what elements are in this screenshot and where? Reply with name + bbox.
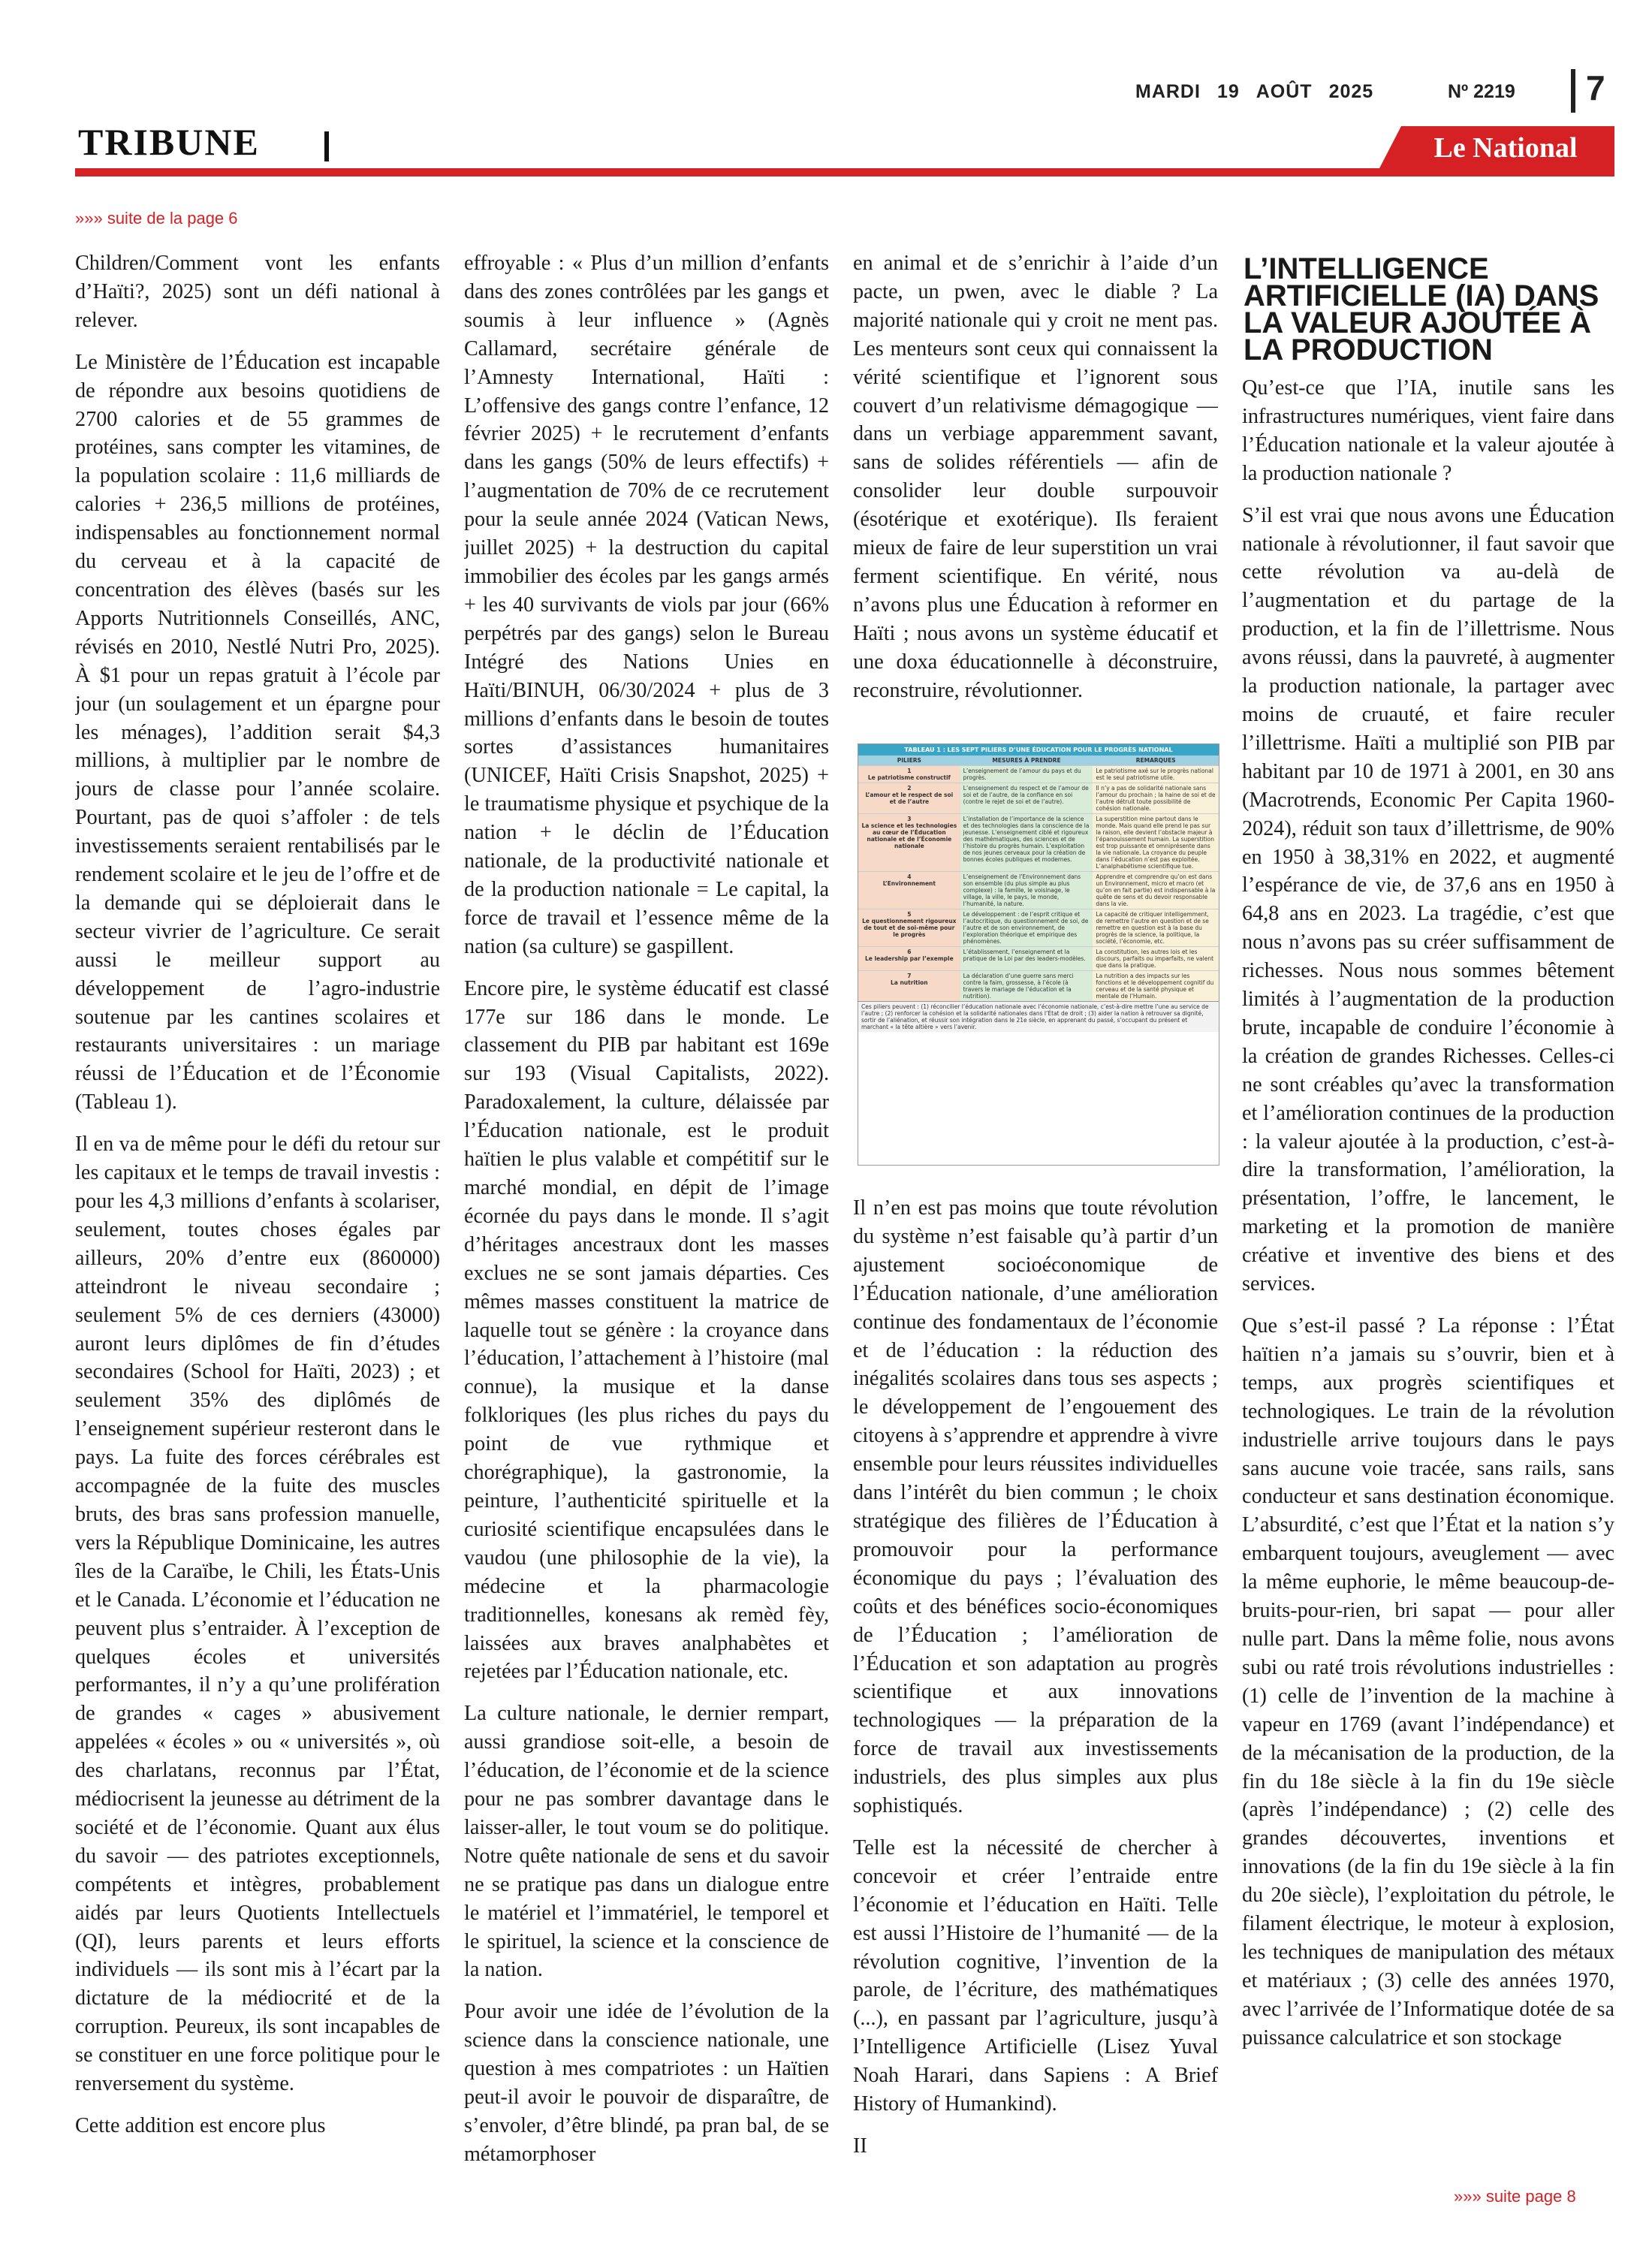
issue-number: Nº 2219 <box>1448 81 1515 102</box>
table-row <box>858 946 1219 970</box>
paragraph: Qu’est-ce que l’IA, inutile sans les infrastructures numériques, vient faire dans l’Éducation nationale et la valeur ajoutée à la production nationale ? <box>1242 376 1614 485</box>
table-cell-measure: L’installation de l’importance de la science et des technologies dans la conscience de la jeunesse. L’enseignement ciblé et rigoureux des mathématiques, des sciences et de l’histoire du progrès humain. L’exploitation de nos jeunes cerveaux pour la création de bonnes écoles publiques et modernes. <box>960 814 1093 871</box>
paragraph: effroyable : « Plus d’un million d’enfants dans des zones contrôlées par les gangs et soumis à leur influence » (Agnès Callamard, secrétaire générale de l’Amnesty International, Haïti : L’offensive des gangs contre l’enfance, 12 février 2025) + le recrutement d’enfants dans les gangs (50% de leurs effectifs) + l’augmentation de 70% de ce recrutement pour la seule année 2024 (Vatican News, juillet 2025) + la destruction du capital immobilier des écoles par les gangs armés + les 40 survivants de viols par jour (66% perpétrés par des gangs) selon le Bureau Intégré des Nations Unies en Haïti/BINUH, 06/30/2024 + plus de 3 millions d’enfants dans le besoin de toutes sortes d’assistances humanitaires (UNICEF, Haïti Crisis Snapshot, 2025) + le traumatisme physique et psychique de la nation + le déclin de l’Éducation nationale, de la productivité nationale et de la production nationale = Le capital, la force de travail et l’essence même de la nation (sa culture) se gaspillent. <box>464 252 829 958</box>
issue-date-num: 19 <box>1216 81 1240 102</box>
pillar-number: 4 <box>907 873 912 880</box>
paragraph: Telle est la nécessité de chercher à concevoir et créer l’entraide entre l’économie et l’éducation en Haïti. Telle est aussi l’Histoire de l’humanité — de la révolution cognitive, l’invention de la parole, de l’écriture, des mathématiques (...), en passant par l’agriculture, jusqu’à l’Intelligence Artificielle (Lisez Yuval Noah Harari, dans Sapiens : A Brief History of Humankind). <box>853 1835 1218 2116</box>
paragraph: Il en va de même pour le défi du retour sur les capitaux et le temps de travail investis : pour les 4,3 millions d’enfants à scolariser, seulement, toutes choses égales par ailleurs, 20% d’entre eux (860000) atteindront le niveau secondaire ; seulement 5% de ces derniers (43000) auront leurs diplômes de fin d’études secondaires (School for Haïti, 2023) ; et seulement 35% des diplômés de l’enseignement supérieur resteront dans le pays. La fuite des forces cérébrales est accompagnée de la fuite des muscles bruts, des bras sans profession manuelle, vers la République Dominicaine, les autres îles de la Caraïbe, le Chili, les États-Unis et le Canada. L’économie et l’éducation ne peuvent plus s’entraider. À l’exception de quelques écoles et universités performantes, il n’y a qu’une prolifération de grandes « cages » abusivement appelées « écoles » ou « universités », où des charlatans, reconnus par l’État, médiocrisent la jeunesse au détriment de la société et de l’économie. Quant aux élus du savoir — des patriotes exceptionnels, compétents et intègres, probablement aidés par leurs Quotients Intellectuels (QI), leurs parents et leurs efforts individuels — ils sont mis à l’écart par la dictature de la médiocrité et de la corruption. Peureux, ils sont incapables de se constituer en une force politique pour le renversement du système. <box>75 1133 440 2096</box>
paragraph: en animal et de s’enrichir à l’aide d’un pacte, un pwen, avec le diable ? La majorité nationale qui y croit ne ment pas. Les menteurs sont ceux qui connaissent la vérité scientifique et l’ignorent sous couvert d’un relativisme démagogique — dans un verbiage apparemment savant, sans de solides référentiels — afin de consolider leur double surpouvoir (ésotérique et exotérique). Ils feraient mieux de faire de leur superstition un vrai ferment scientifique. En vérité, nous n’avons plus une Éducation à reformer en Haïti ; nous avons un système éducatif et une doxa éducationnelle à déconstruire, reconstruire, révolutionner. <box>853 252 1218 702</box>
header-rule <box>75 168 1614 176</box>
table-row <box>858 871 1219 909</box>
table-cell-remark: La capacité de critiquer intelligemment, de remettre l’autre en question et de se remettre en question est à la base du progrès de la science, la politique, la société, l’économie, etc. <box>1093 909 1219 946</box>
paragraph: II <box>853 2134 867 2158</box>
pillar-name: L’amour et le respect de soi et de l’autre <box>865 792 954 805</box>
table-cell-pillar <box>858 971 960 1001</box>
paragraph: Cette addition est encore plus <box>75 2114 326 2137</box>
table-cell-remark: Il n’y a pas de solidarité nationale sans l’amour du prochain ; la haine de soi et de l’autre détruit toute possibilité de cohésion nationale. <box>1093 783 1219 813</box>
table-header <box>858 756 1219 765</box>
pillar-name: Le leadership par l’exemple <box>864 955 954 962</box>
brand-logo: Le National <box>1433 132 1578 164</box>
table-cell-measure: L’établissement, l’enseignement et la pratique de la Loi par des leaders-modèles. <box>960 947 1093 970</box>
paragraph: Children/Comment vont les enfants d’Haïti?, 2025) sont un défi national à relever. <box>75 252 440 332</box>
pillar-number: 6 <box>907 949 912 955</box>
pillar-number: 3 <box>907 816 912 822</box>
page-number-divider <box>1571 69 1575 113</box>
pillar-name: La nutrition <box>891 979 928 986</box>
table-cell-measure: L’enseignement du respect et de l’amour de soi et de l’autre, de la confiance en soi (contre le rejet de soi et de l’autre). <box>960 783 1093 813</box>
table-cell-remark: La nutrition a des impacts sur les fonctions et le développement cognitif du cerveau et de la santé physique et mentale de l’Humain. <box>1093 971 1219 1001</box>
table-cell-pillar <box>858 766 960 783</box>
table-cell-remark: Apprendre et comprendre qu’on est dans un Environnement, micro et macro (et qu’on en fait partie) est indispensable à la quête de sens et du devoir responsable dans la vie. <box>1093 872 1219 909</box>
article-column-1 <box>75 249 440 2194</box>
issue-date <box>1135 81 1390 103</box>
table-cell-measure: L’enseignement de l’Environnement dans son ensemble (du plus simple au plus complexe) : la famille, le voisinage, le village, la ville, le pays, le monde, l’humanité, la nature. <box>960 872 1093 909</box>
table-header-cell: REMARQUES <box>1135 757 1176 764</box>
pillar-number: 2 <box>907 785 912 792</box>
table-1 <box>858 743 1219 1166</box>
table-caption: TABLEAU 1 : LES SEPT PILIERS D’UNE ÉDUCATION POUR LE PROGRÈS NATIONAL <box>858 744 1219 756</box>
paragraph: La culture nationale, le dernier rempart, aussi grandiose soit-elle, a besoin de l’éducation, de l’économie et de la science pour ne pas sombrer davantage dans le laisser-aller, le tout voum se do politique. Notre quête nationale de sens et du savoir ne se pratique pas dans un dialogue entre le matériel et l’immatériel, le temporel et le spirituel, la science et la conscience de la nation. <box>464 1702 829 1982</box>
continued-from-link[interactable]: »»» suite de la page 6 <box>75 209 238 228</box>
pillar-number: 5 <box>907 911 912 918</box>
issue-day: MARDI <box>1135 81 1201 102</box>
paragraph: Pour avoir une idée de l’évolution de la science dans la conscience nationale, une question à mes compatriotes : un Haïtien peut-il avoir le pouvoir de disparaître, de s’envoler, d’être blindé, pa pran bal, de se métamorphoser <box>464 2000 829 2166</box>
table-row <box>858 813 1219 871</box>
paragraph: Que s’est-il passé ? La réponse : l’État haïtien n’a jamais su s’ouvrir, bien et à temps, aux progrès scientifiques et technologiques. Le train de la révolution industrielle arrive toujours dans le pays sans aucune voie tracée, sans rails, sans conducteur et sans destination économique. L’absurdité, c’est que l’État et la nation s’y embarquent toujours, aveuglement — avec la même euphorie, le même beaucoup-de-bruits-pour-rien, bri sapat — pour aller nulle part. Dans la même folie, nous avons subi ou raté trois révolutions industrielles : (1) celle de l’invention de la machine à vapeur en 1769 (avant l’indépendance) et de la mécanisation de la production, de la fin du 18e siècle à la fin du 19e siècle (après l’indépendance) ; (2) celle des grandes découvertes, inventions et innovations (de la fin du 19e siècle à la fin du 20e siècle), l’exploitation du pétrole, le filament électrique, le moteur à explosion, les techniques de manipulation des métaux et matériaux ; (3) celle des années 1970, avec l’arrivée de l’Informatique dotée de sa puissance calculatrice et son stockage <box>1242 1314 1614 2049</box>
article-column-3-bottom <box>853 1194 1218 2185</box>
table-row <box>858 909 1219 946</box>
table-cell-remark: La superstition mine partout dans le monde. Mais quand elle prend le pas sur la raison, elle devient l’obstacle majeur à l’épanouissement humain. La superstition est trop puissante et omniprésente dans la vie nationale. La croyance du peuple dans l’éducation n’est pas exploitée. L’analphabétisme scientifique tue. <box>1093 814 1219 871</box>
pillar-number: 7 <box>907 973 912 979</box>
pillar-number: 1 <box>907 768 912 774</box>
pillar-name: Le patriotisme constructif <box>867 774 951 781</box>
paragraph: Il n’en est pas moins que toute révolution du système n’est faisable qu’à partir d’un ajustement socioéconomique de l’Éducation nationale, d’une amélioration continue des fondamentaux de l’économie et de l’éducation : la réduction des inégalités scolaires dans tous ses aspects ; le développement de l’engouement des citoyens à s’apprendre et apprendre à vivre ensemble pour leurs réussites individuelles dans l’intérêt du bien commun ; le choix stratégique des filières de l’Éducation à promouvoir pour la performance économique du pays ; l’évaluation des coûts et des bénéfices socio-économiques de l’Éducation ; l’amélioration de l’Éducation et son adaptation au progrès scientifique et aux innovations technologiques — la préparation de la force de travail aux investissements industriels, des plus simples aux plus sophistiqués. <box>853 1196 1218 1818</box>
paragraph: Le Ministère de l’Éducation est incapable de répondre aux besoins quotidiens de 2700 calories et de 55 grammes de protéines, sans compter les vitamines, de la population scolaire : 11,6 milliards de calories + 236,5 millions de protéines, indispensables au fonctionnement normal du cerveau et à la capacité de concentration des élèves (basés sur les Apports Nutritionnels Conseillés, ANC, révisés en 2010, Nestlé Nutri Pro, 2025). À $1 pour un repas gratuit à l’école par jour (un soulagement et un épargne pour les ménages), l’addition serait $4,3 millions, à multiplier par le nombre de jours de classe pour l’année scolaire. Pourtant, pas de quoi s’affoler : de tels investissements seraient rentabilisés par le rendement scolaire et le jeu de l’offre et de la demande qui se déploierait dans le secteur vivrier de l’agriculture. Ce serait aussi le meilleur support au développement de l’agro-industrie soutenue par les cantines scolaires et restaurants universitaires : un mariage réussi de l’Éducation et de l’Économie (Tableau 1). <box>75 350 440 1114</box>
table-row <box>858 765 1219 783</box>
section-title: TRIBUNE <box>78 121 260 163</box>
paragraph: S’il est vrai que nous avons une Éducation nationale à révolutionner, il faut savoir que cette révolution va au-delà de l’augmentation et du partage de la production, et la fin de l’illettrisme. Nous avons réussi, dans la pauvreté, à augmenter la production nationale, la partager avec moins de cruauté, et faire reculer l’illettrisme. Haïti a multiplié son PIB par habitant par 10 de 1971 à 2001, en 30 ans (Macrotrends, Economic Per Capita 1960-2024), réduit son taux d’illettrisme, de 90% en 1950 à 38,31% en 2022, et augmenté l’espérance de vie, de 37,6 ans en 1950 à 64,8 ans en 2023. La tragédie, c’est que nous n’avons pas su créer suffisamment de richesses. Nous nous sommes bêtement limités à l’augmentation de la production brute, incapable de conduire l’économie à la création de grandes Richesses. Celles-ci ne sont créables qu’avec la transformation et l’amélioration continues de la production : la valeur ajoutée à la production, c’est-à-dire la transformation, l’amélioration, la présentation, l’offre, le lancement, le marketing et la promotion de manière créative et inventive des biens et des services. <box>1242 503 1614 1296</box>
table-header-cell: PILIERS <box>897 757 921 764</box>
table-cell-pillar <box>858 872 960 909</box>
table-cell-measure: Le développement : de l’esprit critique et l’autocritique, du questionnement de soi, de l’autre et de son environnement, de l’exploration théorique et empirique des phénomènes. <box>960 909 1093 946</box>
article-column-2 <box>464 249 829 2194</box>
table-cell-measure: L’enseignement de l’amour du pays et du progrès. <box>960 766 1093 783</box>
issue-month: AOÛT <box>1256 81 1313 102</box>
article-headline: L’INTELLIGENCE ARTIFICIELLE (IA) DANS LA VALEUR AJOUTÉE À LA PRODUCTION <box>1244 252 1599 366</box>
section-divider <box>324 131 329 161</box>
table-cell-pillar <box>858 783 960 813</box>
table-cell-measure: La déclaration d’une guerre sans merci contre la faim, grossesse, à l’école (à travers le mariage de l’éducation et la nutrition). <box>960 971 1093 1001</box>
table-footnote: Ces piliers peuvent : (1) réconcilier l’éducation nationale avec l’économie nationale, c’est-à-dire mettre l’une au service de l’autre ; (2) renforcer la cohésion et la solidarité nationales dans l’État de droit ; (3) aider la nation à retrouver sa dignité, sortir de l’aliénation, et réussir son intégration dans le 21e siècle, en apprenant du passé, s’occupant du présent et marchant « la tête altière » vers l’avenir. <box>858 1001 1219 1032</box>
table-cell-remark: La constitution, les autres lois et les discours, parfaits ou imparfaits, ne valent que dans la pratique. <box>1093 947 1219 970</box>
article-column-4 <box>1242 374 1614 2191</box>
pillar-name: L’Environnement <box>882 880 936 887</box>
continued-to-link[interactable]: »»» suite page 8 <box>1454 2187 1576 2206</box>
paragraph: Encore pire, le système éducatif est classé 177e sur 186 dans le monde. Le classement du PIB par habitant est 169e sur 193 (Visual Capitalists, 2022). Paradoxalement, la culture, délaissée par l’Éducation nationale, est le produit haïtien le plus valable et compétitif sur le marché mondial, en dépit de l’image écornée du pays dans le monde. Il s’agit d’héritages ancestraux dont les masses exclues ne se sont jamais départies. Ces mêmes masses constituent la matrice de laquelle tout se génère : la croyance dans l’éducation, l’attachement à l’histoire (mal connue), la musique et la danse folkloriques (les plus riches du pays du point de vue rythmique et chorégraphique), la gastronomie, la peinture, l’authenticité spirituelle et la curiosité scientifique encapsulées dans le vaudou (une philosophie de la vie), la médecine et la pharmacologie traditionnelles, konesans ak remèd fèy, laissées aux braves analphabètes et rejetées par l’Éducation nationale, etc. <box>464 976 829 1684</box>
table-cell-pillar <box>858 814 960 871</box>
article-column-3-top <box>853 249 1218 730</box>
table-cell-pillar <box>858 909 960 946</box>
table-cell-remark: Le patriotisme axé sur le progrès national est le seul patriotisme utile. <box>1093 766 1219 783</box>
issue-year: 2025 <box>1328 81 1374 102</box>
table-row <box>858 970 1219 1001</box>
table-header-cell: MESURES À PRENDRE <box>992 757 1061 764</box>
pillar-name: La science et les technologies au cœur de l’Éducation nationale et de l’Économie nationale <box>861 822 957 849</box>
table-cell-pillar <box>858 947 960 970</box>
pillar-name: Le questionnement rigoureux de tout et de soi-même pour le progrès <box>862 918 957 938</box>
page-number: 7 <box>1586 68 1605 107</box>
table-row <box>858 783 1219 813</box>
